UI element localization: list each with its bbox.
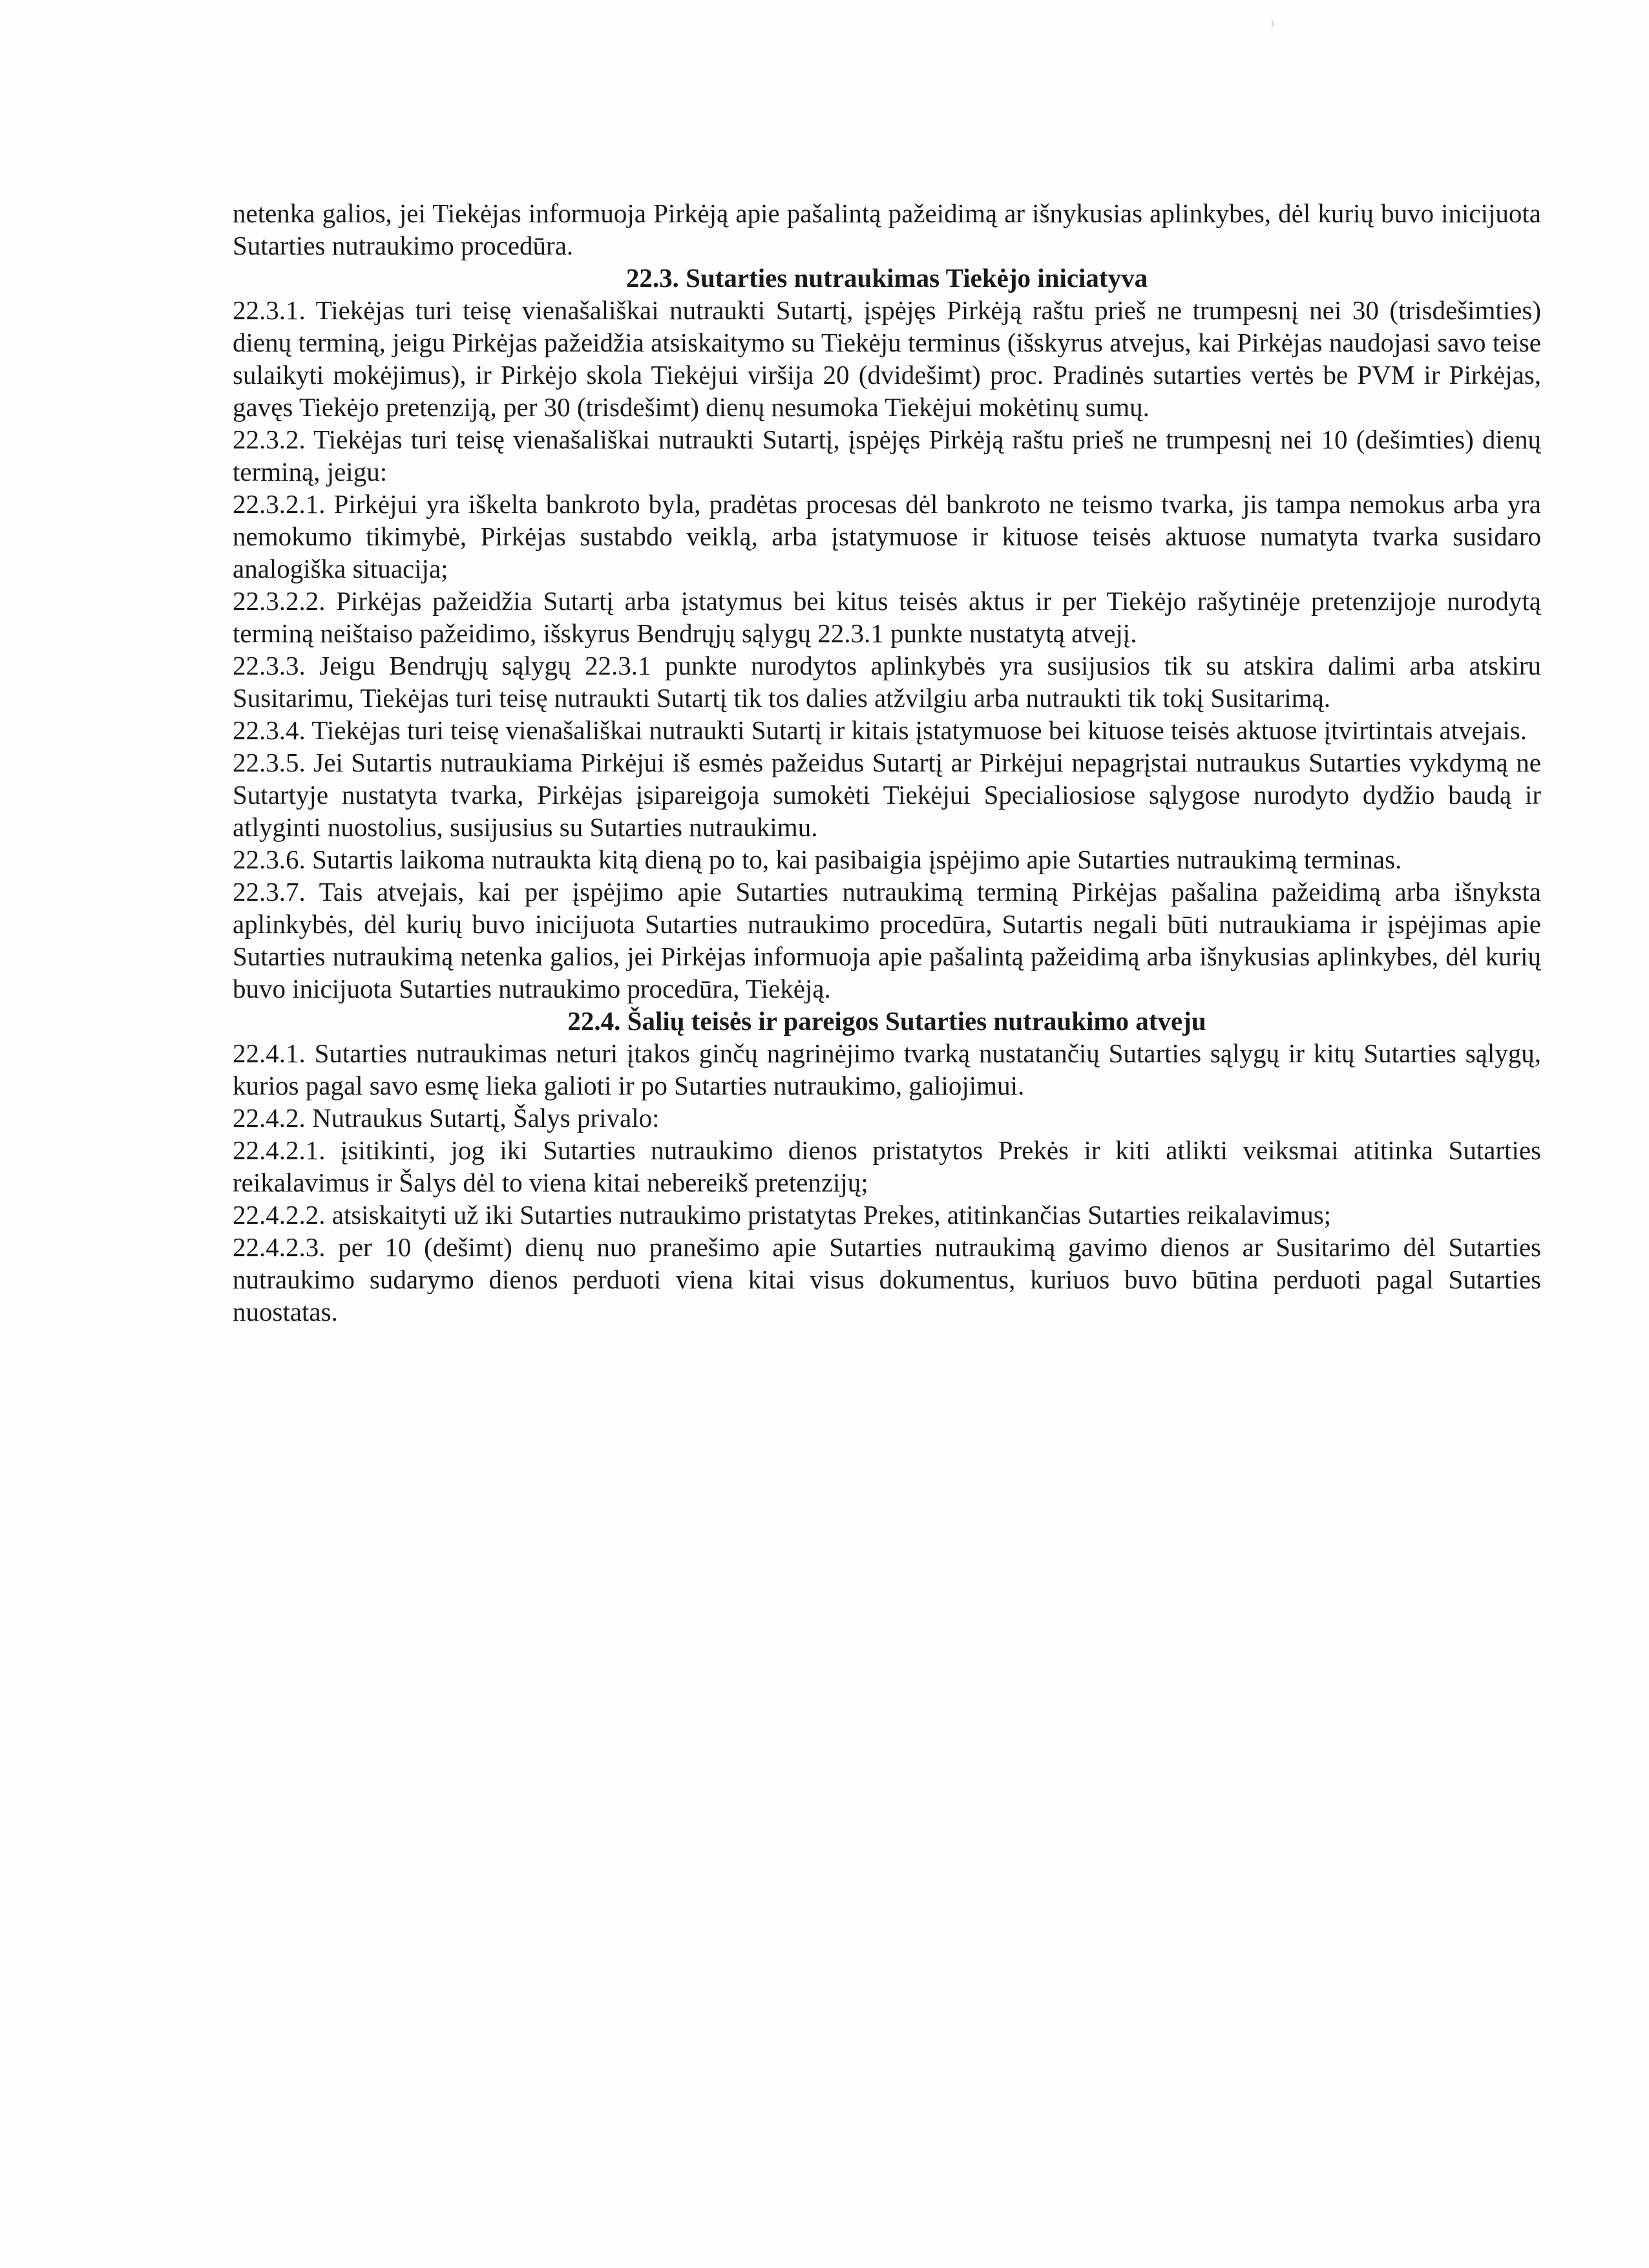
- clause-22-4-1: 22.4.1. Sutarties nutraukimas neturi įtakos ginčų nagrinėjimo tvarką nustatančių Sutarties sąlygų ir kitų Sutarties sąlygų, kurios pagal savo esmę lieka galioti ir po Sutarties nutraukimo, galiojimui.: [233, 1038, 1541, 1100]
- clause-22-3-3: 22.3.3. Jeigu Bendrųjų sąlygų 22.3.1 punkte nurodytos aplinkybės yra susijusios tik su atskira dalimi arba atskiru Susitarimu, Tiekėjas turi teisę nutraukti Sutartį tik tos dalies atžvilgiu arba nutraukti tik tokį Susitarimą.: [233, 651, 1541, 713]
- clause-22-3-5: 22.3.5. Jei Sutartis nutraukiama Pirkėjui iš esmės pažeidus Sutartį ar Pirkėjui nepagrįstai nutraukus Sutarties vykdymą ne Sutartyje nustatyta tvarka, Pirkėjas įsipareigoja sumokėti Tiekėjui Specialiosiose sąlygose nurodyto dydžio baudą ir atlyginti nuostolius, susijusius su Sutarties nutraukimu.: [233, 748, 1541, 842]
- clause-22-3-6: 22.3.6. Sutartis laikoma nutraukta kitą dieną po to, kai pasibaigia įspėjimo apie Sutarties nutraukimą terminas.: [233, 845, 1402, 874]
- clause-22-3-4: 22.3.4. Tiekėjas turi teisę vienašališkai nutraukti Sutartį ir kitais įstatymuose bei kituose teisės aktuose įtvirtintais atvejais.: [233, 715, 1527, 745]
- clause-22-4-2-3: 22.4.2.3. per 10 (dešimt) dienų nuo pranešimo apie Sutarties nutraukimą gavimo dienos ar Susitarimo dėl Sutarties nutraukimo sudarymo dienos perduoti viena kitai visus dokumentus, kuriuos buvo būtina perduoti pagal Sutarties nuostatas.: [233, 1232, 1541, 1327]
- clause-22-3-2-2: 22.3.2.2. Pirkėjas pažeidžia Sutartį arba įstatymus bei kitus teisės aktus ir per Tiekėjo rašytinėje pretenzijoje nurodytą terminą neištaiso pažeidimo, išskyrus Bendrųjų sąlygų 22.3.1 punkte nustatytą atvejį.: [233, 586, 1541, 648]
- clause-22-4-2-1: 22.4.2.1. įsitikinti, jog iki Sutarties nutraukimo dienos pristatytos Prekės ir kiti atlikti veiksmai atitinka Sutarties reikalavimus ir Šalys dėl to viena kitai nebereikš pretenzijų;: [233, 1135, 1541, 1197]
- clause-22-3-2: 22.3.2. Tiekėjas turi teisę vienašališkai nutraukti Sutartį, įspėjęs Pirkėją raštu prieš ne trumpesnį nei 10 (dešimties) dienų terminą, jeigu:: [233, 425, 1541, 487]
- clause-22-4-2: 22.4.2. Nutraukus Sutartį, Šalys privalo:: [233, 1103, 660, 1133]
- clause-22-3-1: 22.3.1. Tiekėjas turi teisę vienašališkai nutraukti Sutartį, įspėjęs Pirkėją raštu prieš ne trumpesnį nei 30 (trisdešimties) dienų terminą, jeigu Pirkėjas pažeidžia atsiskaitymo su Tiekėju terminus (išskyrus atvejus, kai Pirkėjas naudojasi savo teise sulaikyti mokėjimus), ir Pirkėjo skola Tiekėjui viršija 20 (dvidešimt) proc. Pradinės sutarties vertės be PVM ir Pirkėjas, gavęs Tiekėjo pretenziją, per 30 (trisdešimt) dienų nesumoka Tiekėjui mokėtinų sumų.: [233, 295, 1541, 422]
- intro-paragraph: netenka galios, jei Tiekėjas informuoja Pirkėją apie pašalintą pažeidimą ar išnykusias aplinkybes, dėl kurių buvo inicijuota Sutarties nutraukimo procedūra.: [233, 198, 1541, 260]
- document-body: [233, 197, 1541, 1328]
- clause-22-3-7: 22.3.7. Tais atvejais, kai per įspėjimo apie Sutarties nutraukimą terminą Pirkėjas pašalina pažeidimą arba išnyksta aplinkybės, dėl kurių buvo inicijuota Sutarties nutraukimo procedūra, Sutartis negali būti nutraukiama ir įspėjimas apie Sutarties nutraukimą netenka galios, jei Pirkėjas informuoja apie pašalintą pažeidimą arba išnykusias aplinkybes, dėl kurių buvo inicijuota Sutarties nutraukimo procedūra, Tiekėją.: [233, 877, 1541, 1003]
- clause-22-4-2-2: 22.4.2.2. atsiskaityti už iki Sutarties nutraukimo pristatytas Prekes, atitinkančias Sutarties reikalavimus;: [233, 1200, 1332, 1230]
- section-heading-22-4: 22.4. Šalių teisės ir pareigos Sutarties nutraukimo atveju: [567, 1006, 1206, 1036]
- section-heading-22-3: 22.3. Sutarties nutraukimas Tiekėjo iniciatyva: [625, 263, 1148, 293]
- clause-22-3-2-1: 22.3.2.1. Pirkėjui yra iškelta bankroto byla, pradėtas procesas dėl bankroto ne teismo tvarka, jis tampa nemokus arba yra nemokumo tikimybė, Pirkėjas sustabdo veiklą, arba įstatymuose ir kituose teisės aktuose numatyta tvarka susidaro analogiška situacija;: [233, 489, 1541, 583]
- scan-speck: [1272, 21, 1274, 27]
